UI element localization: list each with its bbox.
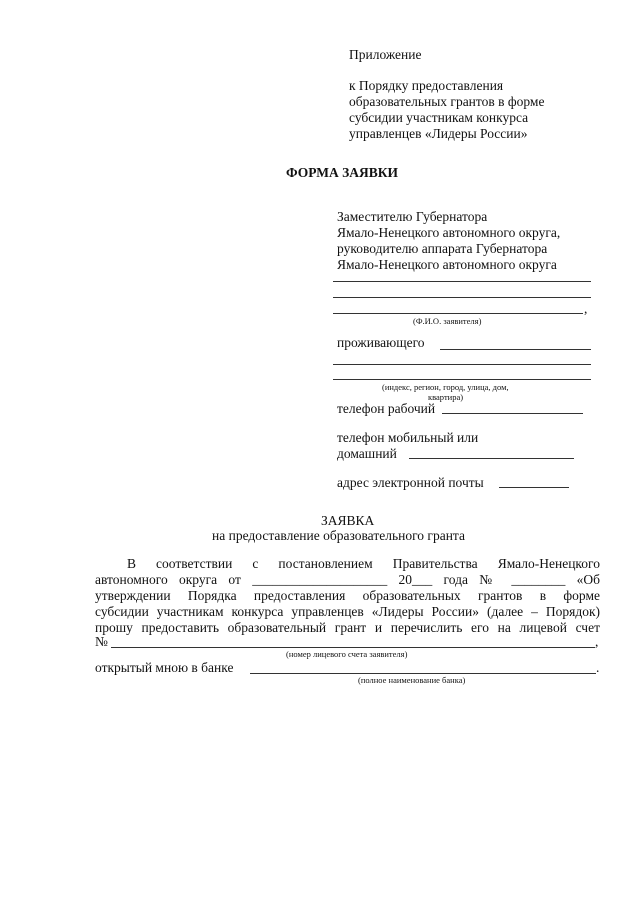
- email-line[interactable]: [499, 487, 569, 488]
- residing-label: проживающего: [337, 335, 425, 350]
- application-subtitle: на предоставление образовательного гранта: [212, 528, 465, 543]
- work-phone-line[interactable]: [442, 413, 583, 414]
- residing-line-1[interactable]: [440, 349, 591, 350]
- application-paragraph-line: утверждении Порядка предоставления образовательных грантов в форме: [95, 588, 600, 603]
- address-hint: (индекс, регион, город, улица, дом,: [382, 382, 509, 392]
- fio-line-3[interactable]: [333, 313, 583, 314]
- addressee-line: Ямало-Ненецкого автономного округа,: [337, 225, 561, 240]
- residing-line-3[interactable]: [333, 379, 591, 380]
- address-hint: квартира): [428, 392, 464, 402]
- application-paragraph-line: автономного округа от ____________________ 20___ года № ________ «Об: [95, 572, 600, 587]
- residing-line-2[interactable]: [333, 364, 591, 365]
- fio-comma: ,: [584, 301, 588, 316]
- bank-label: открытый мною в банке: [95, 660, 234, 675]
- addressee-line: руководителю аппарата Губернатора: [337, 241, 548, 256]
- email-label: адрес электронной почты: [337, 475, 484, 490]
- application-paragraph-line: прошу предоставить образовательный грант и перечислить его на лицевой счет: [95, 620, 600, 635]
- addressee-line: Заместителю Губернатора: [337, 209, 488, 224]
- bank-hint: (полное наименование банка): [358, 675, 466, 685]
- appendix-line: образовательных грантов в форме: [349, 94, 545, 109]
- bank-period: .: [596, 660, 600, 675]
- addressee-line: Ямало-Ненецкого автономного округа: [337, 257, 557, 272]
- appendix-line: субсидии участникам конкурса: [349, 110, 529, 125]
- fio-line-2[interactable]: [333, 297, 591, 298]
- account-hint: (номер лицевого счета заявителя): [286, 649, 408, 659]
- application-title: ЗАЯВКА: [321, 513, 375, 528]
- account-comma: ,: [595, 634, 599, 649]
- mobile-phone-label: телефон мобильный или: [337, 430, 479, 445]
- application-paragraph-line: В соответствии с постановлением Правительства Ямало-Ненецкого: [127, 556, 600, 571]
- account-prefix: №: [95, 634, 108, 649]
- work-phone-label: телефон рабочий: [337, 401, 436, 416]
- appendix-line: к Порядку предоставления: [349, 78, 504, 93]
- account-number-line[interactable]: [111, 647, 595, 648]
- fio-line-1[interactable]: [333, 281, 591, 282]
- form-title: ФОРМА ЗАЯВКИ: [286, 165, 399, 180]
- fio-hint: (Ф.И.О. заявителя): [413, 316, 482, 326]
- mobile-phone-label: домашний: [337, 446, 397, 461]
- application-paragraph-line: субсидии участникам конкурса управленцев «Лидеры России» (далее – Порядок): [95, 604, 600, 619]
- bank-name-line[interactable]: [250, 673, 596, 674]
- appendix-title: Приложение: [349, 47, 422, 62]
- appendix-line: управленцев «Лидеры России»: [349, 126, 528, 141]
- mobile-phone-line[interactable]: [409, 458, 574, 459]
